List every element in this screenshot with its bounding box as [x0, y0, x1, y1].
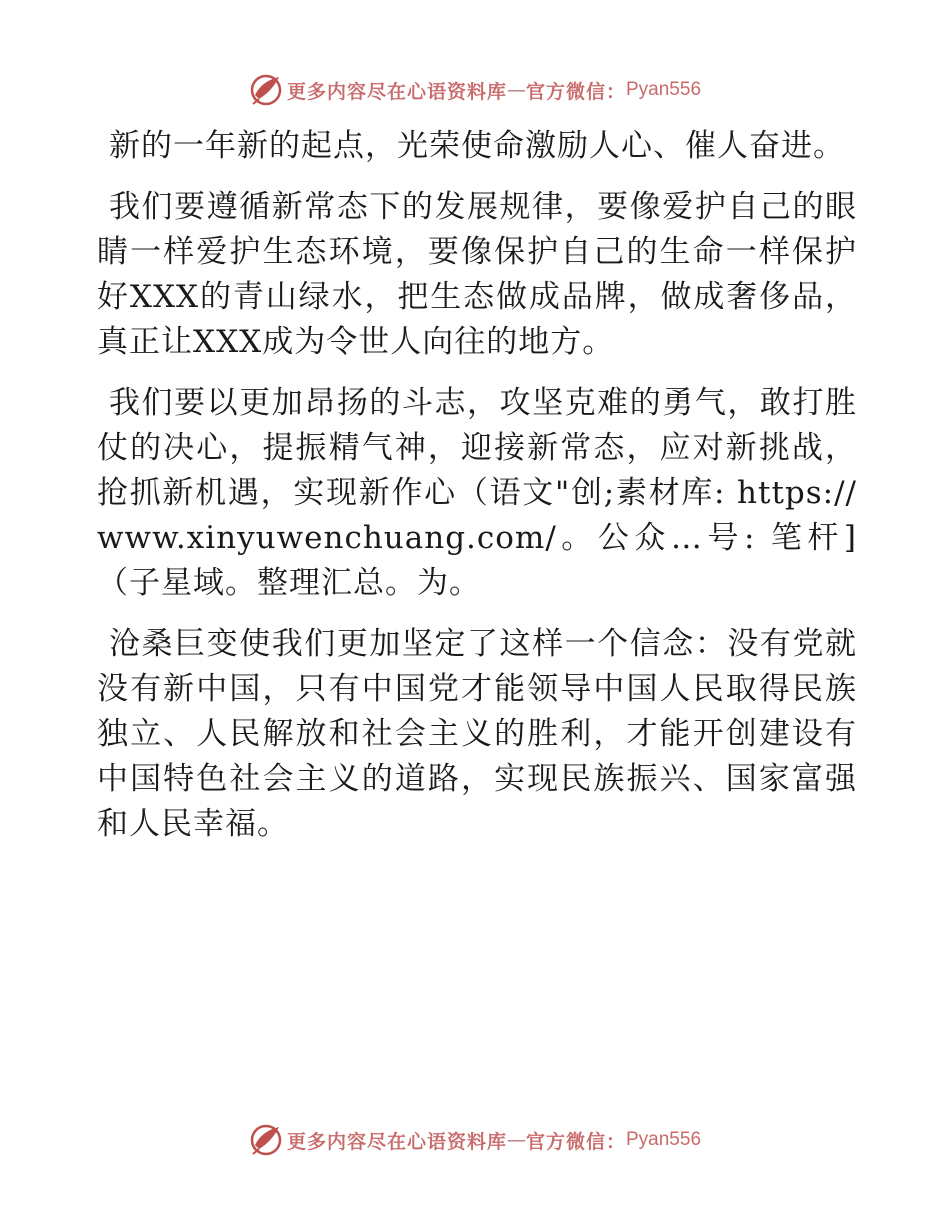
- quill-pen-logo-icon: [249, 73, 283, 107]
- paragraph: 沧桑巨变使我们更加坚定了这样一个信念：没有党就没有新中国，只有中国党才能领导中国人民取得民族独立、人民解放和社会主义的胜利，才能开创建设有中国特色社会主义的道路，实现民族振兴、国家富强和人民幸福。: [97, 626, 857, 842]
- banner-main-text: 更多内容尽在心语资料库: [286, 80, 507, 103]
- header-banner: [0, 70, 950, 110]
- footer-banner: [0, 1120, 950, 1160]
- banner-wechat-id: Pyan556: [626, 79, 702, 100]
- document-body: [97, 124, 857, 863]
- quill-pen-logo-icon: [249, 1123, 283, 1157]
- banner-separator: —: [506, 79, 526, 101]
- banner-main-text: 更多内容尽在心语资料库: [286, 1130, 507, 1153]
- banner-official-label: 官方微信：: [525, 1130, 626, 1153]
- paragraph: 我们要以更加昂扬的斗志，攻坚克难的勇气，敢打胜仗的决心，提振精气神，迎接新常态，应对新挑战，抢抓新机遇，实现新作心（语文"创;素材库: https://www.xinyuwenchuang.com/。公众…号: 笔杆]（子星域。整理汇总。为。: [97, 385, 857, 601]
- paragraph: 新的一年新的起点，光荣使命激励人心、催人奋进。: [109, 128, 845, 164]
- banner-separator: —: [506, 1129, 526, 1151]
- banner-official-label: 官方微信：: [525, 80, 626, 103]
- paragraph: 我们要遵循新常态下的发展规律，要像爱护自己的眼睛一样爱护生态环境，要像保护自己的生命一样保护好XXX的青山绿水，把生态做成品牌，做成奢侈品，真正让XXX成为令世人向往的地方。: [97, 189, 857, 360]
- banner-wechat-id: Pyan556: [626, 1129, 702, 1150]
